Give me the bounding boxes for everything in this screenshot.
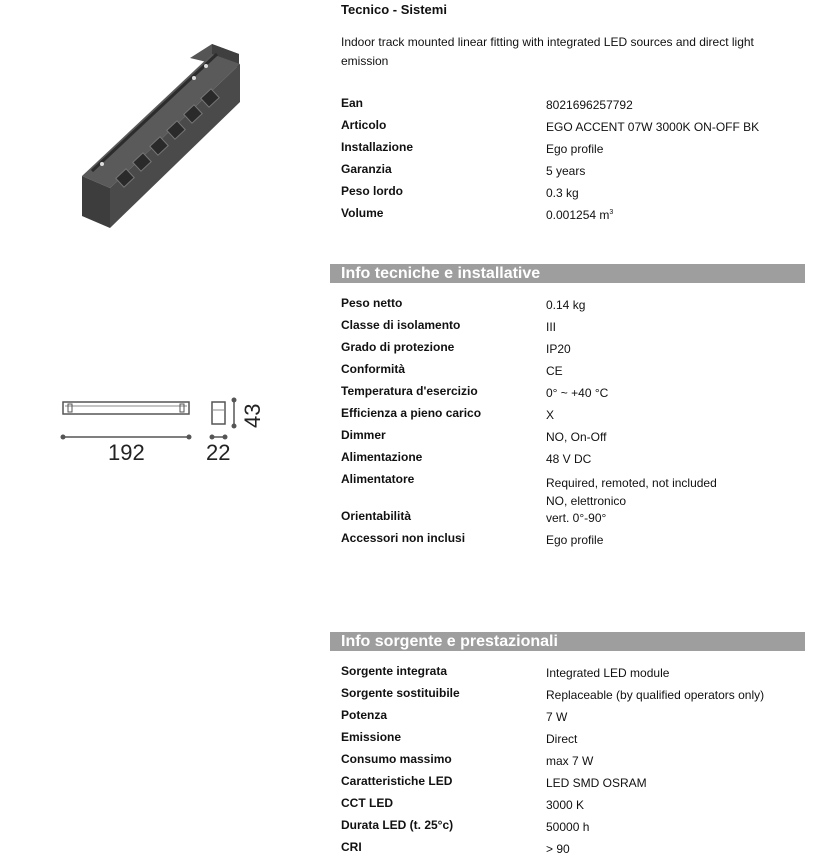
value: X	[546, 408, 555, 422]
value: > 90	[546, 842, 570, 856]
label: Consumo massimo	[341, 752, 452, 766]
label: Dimmer	[341, 428, 386, 442]
value: Integrated LED module	[546, 666, 670, 680]
section-header-tecniche: Info tecniche e installative	[330, 264, 805, 283]
height-dimension: 43	[240, 403, 265, 428]
info-row	[341, 840, 811, 862]
info-row	[341, 184, 811, 206]
label: Peso netto	[341, 296, 403, 310]
label: Peso lordo	[341, 184, 404, 198]
info-row	[341, 296, 811, 318]
label: Alimentazione	[341, 450, 423, 464]
value	[546, 472, 811, 509]
label: CCT LED	[341, 796, 393, 810]
info-row	[341, 406, 811, 428]
value: CE	[546, 364, 563, 378]
info-row	[341, 162, 811, 184]
label: Temperatura d'esercizio	[341, 384, 478, 398]
value: IP20	[546, 342, 571, 356]
value: III	[546, 320, 557, 334]
value: Direct	[546, 732, 578, 746]
info-row	[341, 774, 811, 796]
label: Sorgente sostituibile	[341, 686, 460, 700]
info-row	[341, 428, 811, 450]
info-row	[341, 362, 811, 384]
label: Emissione	[341, 730, 402, 744]
tecniche-table	[341, 296, 811, 553]
value-line: Required, remoted, not included	[546, 476, 717, 490]
value: 48 V DC	[546, 452, 592, 466]
value: 5 years	[546, 164, 586, 178]
value: vert. 0°-90°	[546, 511, 607, 525]
product-image	[62, 36, 252, 246]
volume-unit-exponent: 3	[609, 209, 614, 216]
value: 0.3 kg	[546, 186, 579, 200]
value: EGO ACCENT 07W 3000K ON-OFF BK	[546, 120, 760, 134]
value: Replaceable (by qualified operators only)	[546, 688, 765, 702]
info-row	[341, 384, 811, 406]
info-row	[341, 118, 811, 140]
length-dimension: 192	[108, 440, 145, 465]
value: 3000 K	[546, 798, 585, 812]
label: Potenza	[341, 708, 388, 722]
label: CRI	[341, 840, 362, 854]
info-row	[341, 509, 811, 531]
label: Volume	[341, 206, 384, 220]
value: 7 W	[546, 710, 568, 724]
general-info	[341, 96, 811, 228]
label: Orientabilità	[341, 509, 412, 523]
dimension-drawing	[40, 390, 290, 480]
value: max 7 W	[546, 754, 594, 768]
info-row	[341, 796, 811, 818]
value: 8021696257792	[546, 98, 633, 112]
info-row	[341, 472, 811, 509]
value-line: NO, elettronico	[546, 494, 627, 508]
info-row	[341, 340, 811, 362]
label: Accessori non inclusi	[341, 531, 466, 545]
label: Installazione	[341, 140, 414, 154]
label: Garanzia	[341, 162, 392, 176]
info-row	[341, 96, 811, 118]
label: Alimentatore	[341, 472, 415, 486]
info-row	[341, 686, 811, 708]
label: Conformità	[341, 362, 405, 376]
info-row	[341, 730, 811, 752]
value: Ego profile	[546, 533, 604, 547]
label: Caratteristiche LED	[341, 774, 453, 788]
value: Ego profile	[546, 142, 604, 156]
value: 0.14 kg	[546, 298, 586, 312]
info-row	[341, 531, 811, 553]
label: Ean	[341, 96, 364, 110]
info-row	[341, 140, 811, 162]
label: Efficienza a pieno carico	[341, 406, 482, 420]
info-row	[341, 450, 811, 472]
info-row	[341, 708, 811, 730]
sorgente-table	[341, 664, 811, 862]
category-title: Tecnico - Sistemi	[341, 2, 447, 17]
info-row	[341, 818, 811, 840]
label: Articolo	[341, 118, 387, 132]
value: NO, On-Off	[546, 430, 607, 444]
section-header-sorgente: Info sorgente e prestazionali	[330, 632, 805, 651]
label: Sorgente integrata	[341, 664, 448, 678]
volume-value: 0.001254 m	[546, 208, 610, 222]
label: Durata LED (t. 25°c)	[341, 818, 454, 832]
product-description: Indoor track mounted linear fitting with integrated LED sources and direct light emission	[341, 35, 754, 68]
label: Classe di isolamento	[341, 318, 461, 332]
info-row	[341, 206, 811, 228]
value	[546, 206, 811, 228]
width-dimension: 22	[206, 440, 231, 465]
value: LED SMD OSRAM	[546, 776, 647, 790]
info-row	[341, 752, 811, 774]
value: 50000 h	[546, 820, 590, 834]
info-row	[341, 664, 811, 686]
label: Grado di protezione	[341, 340, 455, 354]
info-row	[341, 318, 811, 340]
value: 0° ~ +40 °C	[546, 386, 609, 400]
